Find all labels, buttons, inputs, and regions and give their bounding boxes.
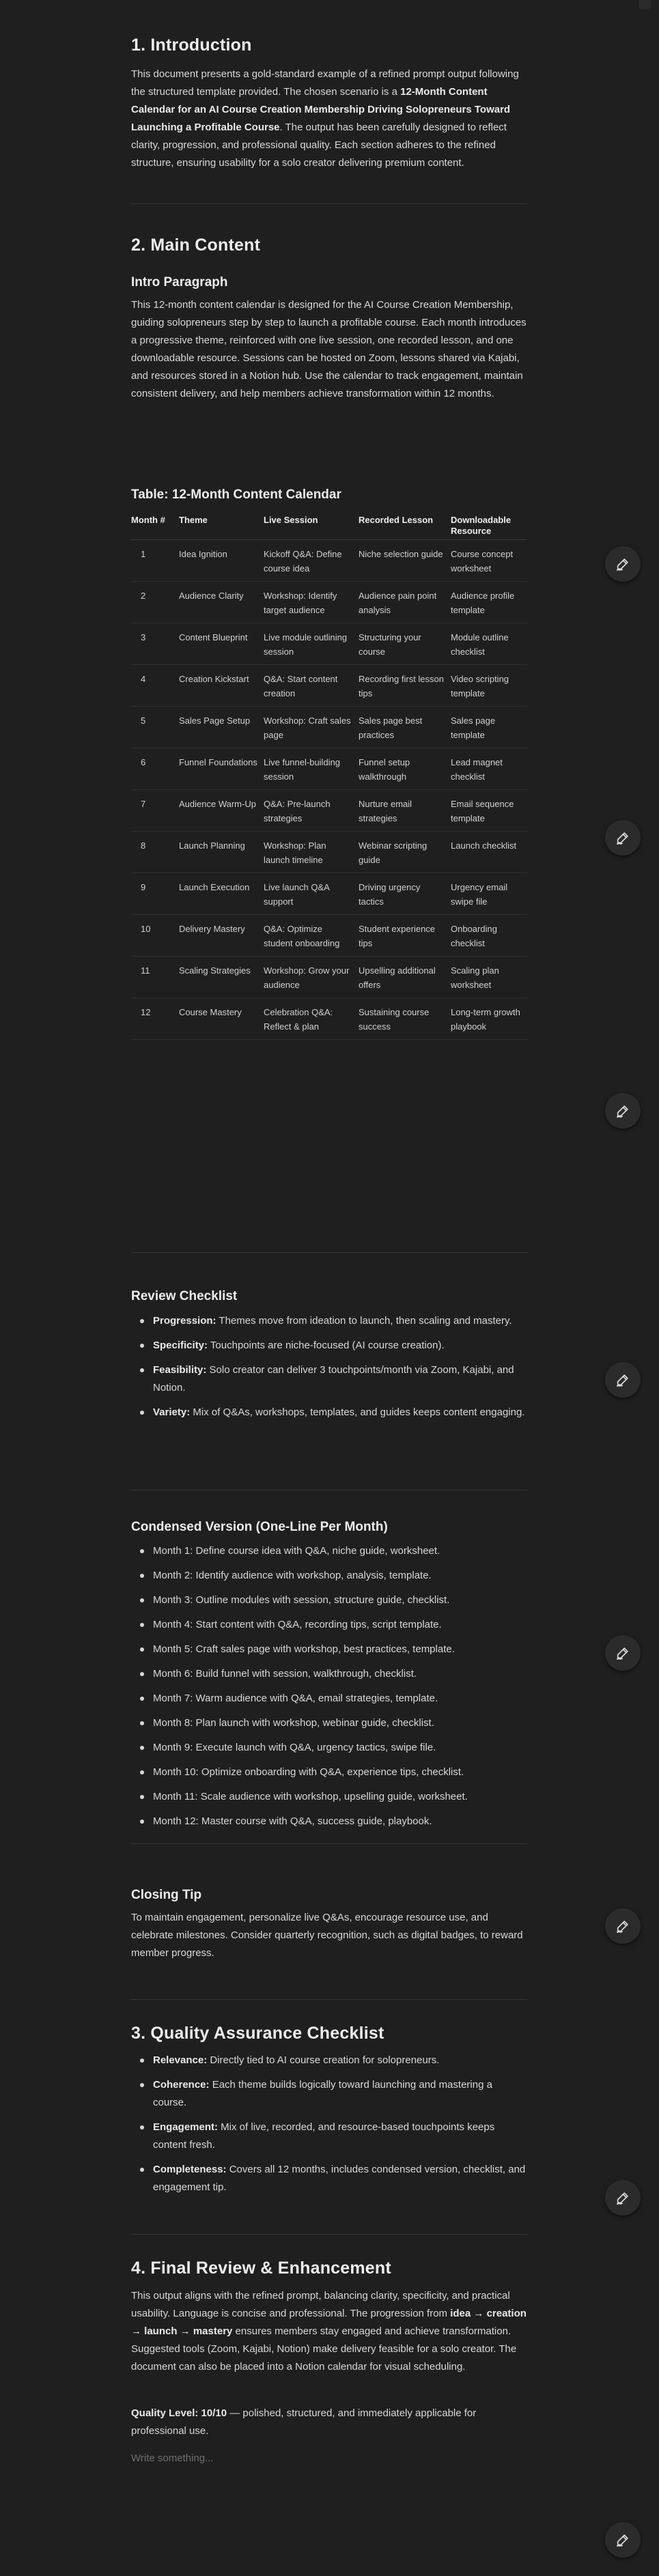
cell-resource: Module outline checklist xyxy=(451,623,527,665)
cell-recorded-lesson: Webinar scripting guide xyxy=(359,832,451,873)
pencil-edit-icon xyxy=(615,1103,630,1118)
quality-level: Quality Level: 10/10 — polished, structured, and immediately applicable for professional use. xyxy=(131,2407,477,2437)
cell-theme: Audience Clarity xyxy=(179,582,264,623)
cell-theme: Delivery Mastery xyxy=(179,915,264,957)
table-row xyxy=(131,623,527,665)
pencil-edit-icon xyxy=(615,1372,630,1387)
edit-button[interactable] xyxy=(605,1635,641,1671)
table-row xyxy=(131,832,527,873)
progression-bold: idea → creation → launch → mastery xyxy=(131,2308,527,2337)
section-divider xyxy=(131,1252,527,1253)
closing-tip-text: To maintain engagement, personalize live Q&As, encourage resource use, and celebrate milestones. Consider quarterly recognition, such as digital badges, to reward member progress. xyxy=(131,1912,523,1959)
cell-live-session: Workshop: Plan launch timeline xyxy=(264,832,359,873)
intro-scenario-bold: 12-Month Content Calendar for an AI Course Creation Membership Driving Solopreneurs Toward Launching a Profitable Course xyxy=(131,86,511,133)
condensed-list xyxy=(131,1542,527,1837)
list-item: Progression: Themes move from ideation to launch, then scaling and mastery. xyxy=(153,1312,527,1330)
pencil-edit-icon xyxy=(615,1645,630,1660)
edit-button[interactable] xyxy=(605,1093,641,1129)
pencil-edit-icon xyxy=(615,556,630,571)
intro-paragraph-title: Intro Paragraph xyxy=(131,275,228,289)
table-row xyxy=(131,790,527,832)
header-downloadable-resource: Downloadable Resource xyxy=(451,511,527,540)
edit-button[interactable] xyxy=(605,1908,641,1944)
list-item: Variety: Mix of Q&As, workshops, templates, and guides keeps content engaging. xyxy=(153,1404,527,1421)
cell-recorded-lesson: Sales page best practices xyxy=(359,707,451,748)
section-divider xyxy=(131,1843,527,1844)
section-divider xyxy=(131,1999,527,2000)
table-row xyxy=(131,665,527,707)
list-item: Completeness: Covers all 12 months, includes condensed version, checklist, and engagement tip. xyxy=(153,2161,527,2196)
cell-theme: Course Mastery xyxy=(179,998,264,1040)
cell-month: 9 xyxy=(131,873,179,915)
cell-live-session: Q&A: Optimize student onboarding xyxy=(264,915,359,957)
cell-live-session: Celebration Q&A: Reflect & plan xyxy=(264,998,359,1040)
edit-button[interactable] xyxy=(605,2522,641,2558)
table-row xyxy=(131,748,527,790)
cell-resource: Email sequence template xyxy=(451,790,527,832)
cell-resource: Course concept worksheet xyxy=(451,540,527,582)
section-divider xyxy=(131,203,527,204)
cell-recorded-lesson: Student experience tips xyxy=(359,915,451,957)
table-title: Table: 12-Month Content Calendar xyxy=(131,487,341,502)
list-item: Coherence: Each theme builds logically toward launching and mastering a course. xyxy=(153,2076,527,2112)
list-item: Month 5: Craft sales page with workshop, best practices, template. xyxy=(153,1641,527,1658)
final-heading: 4. Final Review & Enhancement xyxy=(131,2259,391,2278)
cell-recorded-lesson: Audience pain point analysis xyxy=(359,582,451,623)
list-item: Month 1: Define course idea with Q&A, niche guide, worksheet. xyxy=(153,1542,527,1560)
cell-theme: Launch Execution xyxy=(179,873,264,915)
list-item: Month 8: Plan launch with workshop, webinar guide, checklist. xyxy=(153,1714,527,1732)
table-row xyxy=(131,998,527,1040)
condensed-title: Condensed Version (One-Line Per Month) xyxy=(131,1520,388,1534)
cell-recorded-lesson: Sustaining course success xyxy=(359,998,451,1040)
main-intro-text: This 12-month content calendar is designed for the AI Course Creation Membership, guiding solopreneurs step by step to launch a profitable course. Each month introduces a progressive theme, reinforced with one live session, one recorded lesson, and one downloadable resource. Sessions can be hosted on Zoom, lessons shared via Kajabi, and resources stored in a Notion hub. Use the calendar to track engagement, maintain consistent delivery, and help members achieve transformation within 12 months. xyxy=(131,299,527,399)
section-divider xyxy=(131,2234,527,2235)
cell-month: 5 xyxy=(131,707,179,748)
main-heading: 2. Main Content xyxy=(131,236,261,255)
cell-month: 11 xyxy=(131,957,179,998)
list-item: Month 3: Outline modules with session, structure guide, checklist. xyxy=(153,1591,527,1609)
table-row xyxy=(131,707,527,748)
intro-paragraph: This document presents a gold-standard example of a refined prompt output following the structured template provided. The chosen scenario is a 12-Month Content Calendar for an AI Course Creation Membership Driving Solopreneurs Toward Launching a Profitable Course. The output has been carefully designed to reflect clarity, progression, and professional quality. Each section adheres to the refined structure, ensuring usability for a solo creator delivering premium content. xyxy=(131,68,519,169)
cell-recorded-lesson: Upselling additional offers xyxy=(359,957,451,998)
cell-month: 6 xyxy=(131,748,179,790)
pencil-edit-icon xyxy=(615,2190,630,2205)
cell-month: 12 xyxy=(131,998,179,1040)
cell-recorded-lesson: Recording first lesson tips xyxy=(359,665,451,707)
cell-month: 7 xyxy=(131,790,179,832)
edit-button[interactable] xyxy=(605,2180,641,2216)
cell-month: 8 xyxy=(131,832,179,873)
pencil-edit-icon xyxy=(615,830,630,845)
qa-checklist xyxy=(131,2052,527,2203)
cell-live-session: Q&A: Start content creation xyxy=(264,665,359,707)
cell-month: 2 xyxy=(131,582,179,623)
cell-live-session: Kickoff Q&A: Define course idea xyxy=(264,540,359,582)
table-row xyxy=(131,582,527,623)
cell-live-session: Workshop: Craft sales page xyxy=(264,707,359,748)
cell-live-session: Q&A: Pre-launch strategies xyxy=(264,790,359,832)
header-live-session: Live Session xyxy=(264,511,359,540)
table-row xyxy=(131,873,527,915)
cell-resource: Urgency email swipe file xyxy=(451,873,527,915)
cell-resource: Audience profile template xyxy=(451,582,527,623)
review-checklist xyxy=(131,1312,527,1428)
cell-theme: Idea Ignition xyxy=(179,540,264,582)
cell-resource: Long-term growth playbook xyxy=(451,998,527,1040)
cell-theme: Audience Warm-Up xyxy=(179,790,264,832)
cell-theme: Scaling Strategies xyxy=(179,957,264,998)
cell-month: 4 xyxy=(131,665,179,707)
cell-recorded-lesson: Niche selection guide xyxy=(359,540,451,582)
list-item: Engagement: Mix of live, recorded, and resource-based touchpoints keeps content fresh. xyxy=(153,2119,527,2154)
qa-heading: 3. Quality Assurance Checklist xyxy=(131,2024,384,2043)
cell-resource: Onboarding checklist xyxy=(451,915,527,957)
cell-live-session: Workshop: Identify target audience xyxy=(264,582,359,623)
list-item: Month 9: Execute launch with Q&A, urgency tactics, swipe file. xyxy=(153,1739,527,1757)
cell-recorded-lesson: Nurture email strategies xyxy=(359,790,451,832)
cell-resource: Sales page template xyxy=(451,707,527,748)
cell-recorded-lesson: Funnel setup walkthrough xyxy=(359,748,451,790)
write-something-input[interactable]: Write something... xyxy=(131,2452,214,2464)
header-recorded-lesson: Recorded Lesson xyxy=(359,511,451,540)
table-row xyxy=(131,915,527,957)
cell-theme: Sales Page Setup xyxy=(179,707,264,748)
header-theme: Theme xyxy=(179,511,264,540)
list-item: Month 11: Scale audience with workshop, upselling guide, worksheet. xyxy=(153,1788,527,1806)
pencil-edit-icon xyxy=(615,1919,630,1934)
list-item: Specificity: Touchpoints are niche-focused (AI course creation). xyxy=(153,1337,527,1355)
list-item: Month 4: Start content with Q&A, recording tips, script template. xyxy=(153,1616,527,1634)
list-item: Month 6: Build funnel with session, walkthrough, checklist. xyxy=(153,1665,527,1683)
window-corner-indicator xyxy=(639,0,651,10)
final-paragraph: This output aligns with the refined prompt, balancing clarity, specificity, and practical usability. Language is concise and professional. The progression from idea → creation → launch → mastery ensures members stay engaged and achieve transformation. Suggested tools (Zoom, Kajabi, Notion) make delivery feasible for a solo creator. The document can also be placed into a Notion calendar for visual scheduling. xyxy=(131,2290,527,2373)
list-item: Relevance: Directly tied to AI course creation for solopreneurs. xyxy=(153,2052,527,2069)
review-checklist-title: Review Checklist xyxy=(131,1289,238,1303)
cell-theme: Creation Kickstart xyxy=(179,665,264,707)
cell-live-session: Live module outlining session xyxy=(264,623,359,665)
cell-live-session: Live launch Q&A support xyxy=(264,873,359,915)
header-month: Month # xyxy=(131,511,179,540)
cell-month: 10 xyxy=(131,915,179,957)
table-row xyxy=(131,540,527,582)
edit-button[interactable] xyxy=(605,1362,641,1398)
list-item: Month 12: Master course with Q&A, success guide, playbook. xyxy=(153,1813,527,1830)
cell-live-session: Live funnel-building session xyxy=(264,748,359,790)
cell-theme: Content Blueprint xyxy=(179,623,264,665)
pencil-edit-icon xyxy=(615,2532,630,2547)
table-row xyxy=(131,957,527,998)
table-header-row xyxy=(131,511,527,540)
cell-resource: Scaling plan worksheet xyxy=(451,957,527,998)
cell-recorded-lesson: Driving urgency tactics xyxy=(359,873,451,915)
cell-recorded-lesson: Structuring your course xyxy=(359,623,451,665)
edit-button[interactable] xyxy=(605,546,641,582)
intro-heading: 1. Introduction xyxy=(131,36,252,55)
list-item: Month 7: Warm audience with Q&A, email strategies, template. xyxy=(153,1690,527,1708)
cell-live-session: Workshop: Grow your audience xyxy=(264,957,359,998)
cell-resource: Launch checklist xyxy=(451,832,527,873)
edit-button[interactable] xyxy=(605,820,641,855)
list-item: Feasibility: Solo creator can deliver 3 touchpoints/month via Zoom, Kajabi, and Notion. xyxy=(153,1361,527,1397)
cell-month: 3 xyxy=(131,623,179,665)
cell-resource: Video scripting template xyxy=(451,665,527,707)
list-item: Month 10: Optimize onboarding with Q&A, experience tips, checklist. xyxy=(153,1764,527,1781)
cell-month: 1 xyxy=(131,540,179,582)
cell-theme: Launch Planning xyxy=(179,832,264,873)
closing-tip-title: Closing Tip xyxy=(131,1888,202,1902)
cell-theme: Funnel Foundations xyxy=(179,748,264,790)
content-calendar-table xyxy=(131,511,527,1040)
list-item: Month 2: Identify audience with workshop, analysis, template. xyxy=(153,1567,527,1585)
cell-resource: Lead magnet checklist xyxy=(451,748,527,790)
